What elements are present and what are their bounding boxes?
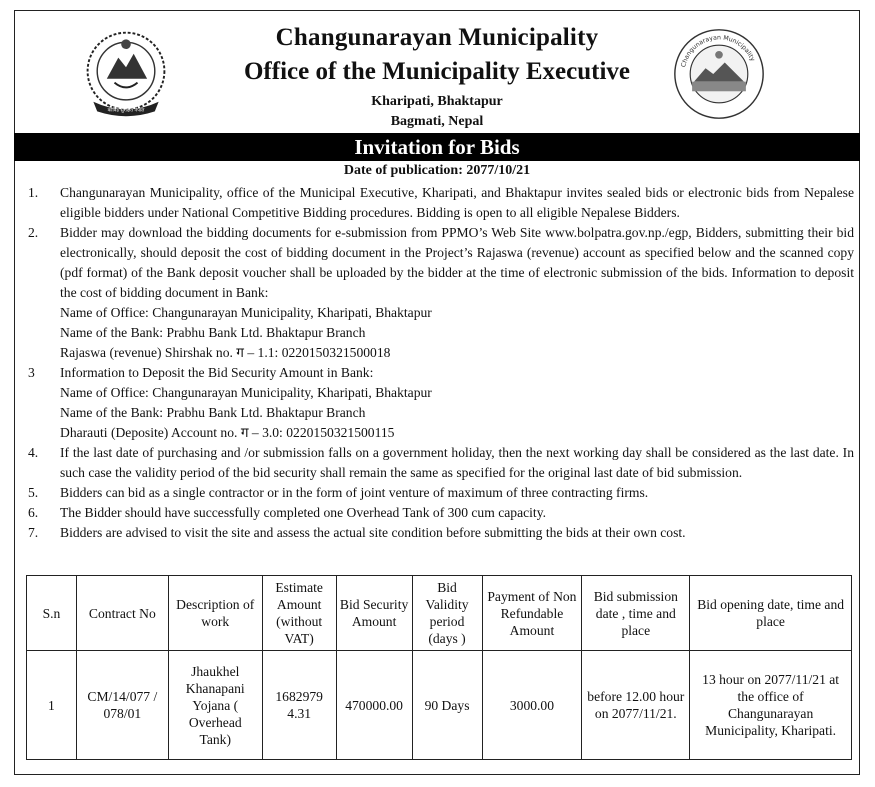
item-number: 1.: [28, 185, 39, 200]
item-number: 3: [28, 365, 35, 380]
publication-date: Date of publication: 2077/10/21: [343, 163, 531, 178]
cell-bid-security: 470000.00: [336, 651, 412, 760]
list-item: [28, 523, 854, 543]
municipality-title: Changunarayan Municipality: [275, 24, 599, 51]
header-estimate-amount: Estimate Amount (without VAT): [262, 576, 336, 651]
bank-info-line: Name of the Bank: Prabhu Bank Ltd. Bhaktapur Branch: [60, 405, 366, 420]
list-item: [28, 183, 854, 223]
header-sn: S.n: [27, 576, 77, 651]
address-line-2: Bagmati, Nepal: [390, 114, 484, 129]
header-opening: Bid opening date, time and place: [690, 576, 852, 651]
cell-sn: 1: [27, 651, 77, 760]
item-text: If the last date of purchasing and /or submission falls on a government holiday, then the next working day shall be considered as the last date. In such case the validity period of the bid security shall remain the same as specified for the original last date of bid submission.: [60, 445, 854, 480]
bank-info-line: Dharauti (Deposite) Account no. ग – 3.0: 0220150321500115: [60, 425, 395, 440]
cell-contract-no: CM/14/077 / 078/01: [76, 651, 168, 760]
header-payment: Payment of Non Refundable Amount: [482, 576, 582, 651]
item-number: 6.: [28, 505, 39, 520]
header: [14, 10, 860, 133]
item-text: Information to Deposit the Bid Security Amount in Bank:: [60, 365, 374, 380]
header-bid-security: Bid Security Amount: [336, 576, 412, 651]
invitation-banner: Invitation for Bids: [14, 133, 860, 161]
item-number: 7.: [28, 525, 39, 540]
list-item: [28, 443, 854, 483]
item-text: Changunarayan Municipality, office of the Municipal Executive, Kharipati, and Bhaktapur invites sealed bids or electronic bids from Nepalese eligible bidders under National Competitive Bidding procedures. Bidding is open to all eligible Nepalese Bidders.: [60, 185, 854, 220]
cell-validity: 90 Days: [412, 651, 482, 760]
list-item: [28, 483, 854, 503]
item-number: 4.: [28, 445, 39, 460]
bank-info-line: Rajaswa (revenue) Shirshak no. ग – 1.1: 0220150321500018: [60, 345, 391, 360]
item-text: Bidder may download the bidding documents for e-submission from PPMO’s Web Site www.bolpatra.gov.np./egp, Bidders, submitting their bid electronically, should deposit the cost of bidding document in the Project’s Rajaswa (revenue) account as specified below and the scanned copy (pdf format) of the Bank deposit voucher shall be uploaded by the bidder at the time of electronic submission of the bids. Information to deposit the cost of bidding document in Bank:: [60, 225, 854, 300]
cell-opening: 13 hour on 2077/11/21 at the office of Changunarayan Municipality, Kharipati.: [690, 651, 852, 760]
bid-table: [26, 575, 852, 760]
cell-description: Jhaukhel Khanapani Yojana ( Overhead Tank): [168, 651, 262, 760]
bank-info-line: Name of the Bank: Prabhu Bank Ltd. Bhaktapur Branch: [60, 325, 366, 340]
table-header-row: [27, 576, 852, 651]
header-description: Description of work: [168, 576, 262, 651]
bank-info-line: Name of Office: Changunarayan Municipality, Kharipati, Bhaktapur: [60, 385, 432, 400]
item-text: Bidders can bid as a single contractor or in the form of joint venture of maximum of three contracting firms.: [60, 485, 649, 500]
municipality-seal-icon: [671, 26, 767, 122]
item-number: 5.: [28, 485, 39, 500]
header-contract-no: Contract No: [76, 576, 168, 651]
list-item: [28, 503, 854, 523]
item-text: The Bidder should have successfully completed one Overhead Tank of 300 cum capacity.: [60, 505, 547, 520]
office-title: Office of the Municipality Executive: [243, 58, 631, 85]
notice-body: [28, 183, 854, 543]
cell-estimate-amount: 1682979 4.31: [262, 651, 336, 760]
svg-text:Changunarayan Municipality: Changunarayan Municipality: [680, 34, 756, 69]
svg-text:कोविड सुरक्षित नेपाल: कोविड सुरक्षित नेपाल: [107, 108, 145, 114]
table-row: [27, 651, 852, 760]
item-number: 2.: [28, 225, 39, 240]
bank-info-line: Name of Office: Changunarayan Municipality, Kharipati, Bhaktapur: [60, 305, 432, 320]
list-item: [28, 363, 854, 383]
cell-payment: 3000.00: [482, 651, 582, 760]
header-submission: Bid submission date , time and place: [582, 576, 690, 651]
list-item: [28, 223, 854, 303]
header-validity: Bid Validity period (days ): [412, 576, 482, 651]
address-line-1: Kharipati, Bhaktapur: [371, 94, 503, 109]
item-text: Bidders are advised to visit the site and assess the actual site condition before submitting the bids at their own cost.: [60, 525, 686, 540]
cell-submission: before 12.00 hour on 2077/11/21.: [582, 651, 690, 760]
